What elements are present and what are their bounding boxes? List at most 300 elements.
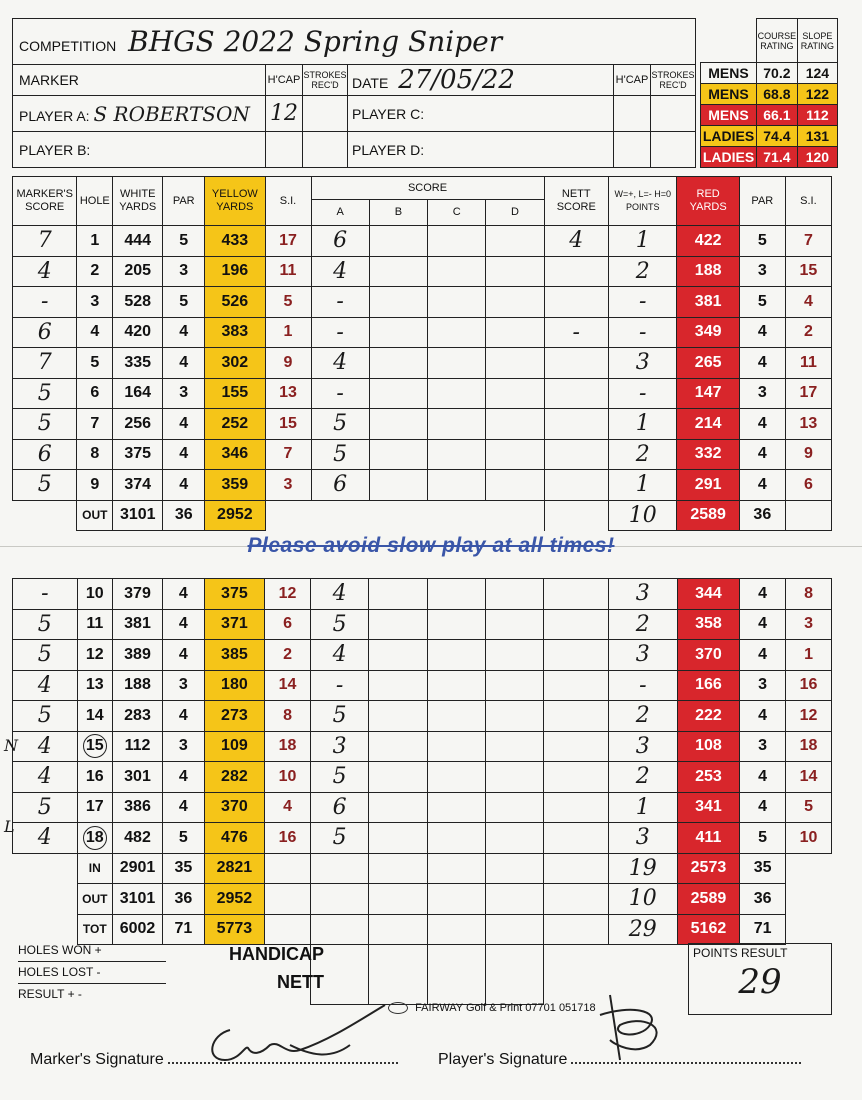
nett-cell[interactable]: [544, 348, 608, 379]
red-si-cell: 12: [786, 701, 832, 732]
score-b-cell[interactable]: [369, 226, 427, 257]
markers-score-cell[interactable]: 5: [13, 470, 77, 501]
holes-summary: [18, 940, 166, 1005]
yellow-yards-cell: 252: [205, 409, 265, 440]
points-cell[interactable]: 3: [608, 640, 677, 671]
hole-cell: 13: [77, 670, 112, 701]
markers-score-cell[interactable]: 5: [13, 640, 78, 671]
white-yards-cell: 374: [113, 470, 163, 501]
score-d-cell[interactable]: [486, 287, 544, 318]
si-cell: 5: [265, 287, 311, 318]
result: RESULT + -: [18, 987, 82, 1001]
si-cell: 1: [265, 317, 311, 348]
points-cell[interactable]: 3: [608, 823, 677, 854]
col-points: W=+, L=- H=0 POINTS: [608, 177, 677, 226]
red-yards-cell: 188: [677, 256, 739, 287]
col-d: D: [510, 206, 519, 218]
rating-slope-mens-red: 112: [797, 105, 837, 126]
totals-d[interactable]: [485, 914, 543, 945]
score-b-cell[interactable]: [369, 287, 427, 318]
score-b-cell[interactable]: [369, 640, 427, 671]
player-d-hcap[interactable]: [614, 132, 651, 168]
totals-c[interactable]: [427, 853, 485, 884]
rating-course-mens-white: 70.2: [756, 63, 797, 84]
red-yards-cell: 411: [677, 823, 740, 854]
hole-cell: 3: [77, 287, 113, 318]
totals-red: 2573: [677, 853, 740, 884]
hcap-d[interactable]: [485, 945, 543, 1005]
nett-cell[interactable]: [544, 701, 609, 732]
totals-nett[interactable]: [544, 884, 609, 915]
white-yards-cell: 188: [113, 670, 163, 701]
points-cell[interactable]: -: [608, 670, 677, 701]
score-d-cell[interactable]: [485, 640, 543, 671]
red-par-cell: 4: [739, 470, 785, 501]
red-yards-cell: 370: [677, 640, 740, 671]
score-d-cell[interactable]: [486, 409, 544, 440]
score-c-cell[interactable]: [427, 731, 485, 762]
red-si-cell: 9: [785, 439, 831, 470]
col-nett: NETT SCORE: [544, 177, 608, 226]
points-cell[interactable]: -: [608, 287, 677, 318]
col-markers-score: MARKER'S SCORE: [13, 177, 77, 226]
totals-par: 36: [163, 884, 205, 915]
score-b-cell[interactable]: [369, 762, 427, 793]
markers-score-cell[interactable]: 7: [13, 348, 77, 379]
circled-hole: 15: [83, 734, 107, 758]
points-cell[interactable]: 1: [608, 226, 677, 257]
score-c-cell[interactable]: [427, 670, 485, 701]
score-b-cell[interactable]: [369, 579, 427, 610]
totals-par: 71: [163, 914, 205, 945]
score-c-cell[interactable]: [428, 317, 486, 348]
nett-cell[interactable]: [544, 762, 609, 793]
hole-cell: [77, 823, 112, 854]
score-c-cell[interactable]: [428, 348, 486, 379]
red-par-cell: 4: [740, 701, 786, 732]
score-d-cell[interactable]: [486, 348, 544, 379]
si-cell: 16: [265, 823, 311, 854]
totals-d[interactable]: [485, 853, 543, 884]
col-hole: HOLE: [77, 177, 113, 226]
score-d-cell[interactable]: [485, 609, 543, 640]
points-cell[interactable]: -: [608, 378, 677, 409]
score-c-cell[interactable]: [428, 378, 486, 409]
score-a-cell[interactable]: 6: [311, 226, 369, 257]
score-a-cell[interactable]: 5: [310, 823, 368, 854]
score-c-cell[interactable]: [428, 439, 486, 470]
score-b-cell[interactable]: [369, 348, 427, 379]
par-cell: 3: [163, 256, 205, 287]
red-si-cell: 11: [785, 348, 831, 379]
score-a-cell[interactable]: 5: [310, 762, 368, 793]
competition-label: COMPETITION: [19, 38, 117, 54]
score-b-cell[interactable]: [369, 317, 427, 348]
totals-b[interactable]: [369, 853, 427, 884]
points-cell[interactable]: 3: [608, 579, 677, 610]
score-a-cell[interactable]: -: [311, 287, 369, 318]
si-cell: 18: [265, 731, 311, 762]
col-par: PAR: [163, 177, 205, 226]
red-par-cell: 3: [740, 731, 786, 762]
si-cell: 7: [265, 439, 311, 470]
totals-a[interactable]: [310, 853, 368, 884]
table-row: [13, 226, 832, 257]
marker-cell[interactable]: [13, 65, 266, 96]
markers-score-cell[interactable]: -: [13, 579, 78, 610]
hole-cell: 14: [77, 701, 112, 732]
yellow-yards-cell: 375: [204, 579, 264, 610]
player-d-cell[interactable]: [348, 132, 614, 168]
totals-d[interactable]: [485, 884, 543, 915]
score-a-cell[interactable]: 4: [311, 256, 369, 287]
totals-row: [13, 853, 832, 884]
points-cell[interactable]: 2: [608, 609, 677, 640]
yellow-yards-cell: 476: [204, 823, 264, 854]
score-c-cell[interactable]: [428, 409, 486, 440]
nett-cell[interactable]: [544, 470, 608, 501]
totals-si: [265, 853, 311, 884]
out-points: 10: [608, 500, 677, 531]
par-cell: 4: [163, 640, 205, 671]
totals-b[interactable]: [369, 914, 427, 945]
player-a-hcap: 12: [266, 96, 303, 132]
points-cell[interactable]: 3: [608, 348, 677, 379]
score-d-cell[interactable]: [486, 470, 544, 501]
score-c-cell[interactable]: [427, 640, 485, 671]
col-si: S.I.: [265, 177, 311, 226]
player-c-strokes[interactable]: [651, 96, 696, 132]
score-a-cell[interactable]: 4: [311, 348, 369, 379]
slope-rating-header: SLOPE RATING: [797, 19, 837, 63]
score-d-cell[interactable]: [486, 317, 544, 348]
nett-cell[interactable]: [544, 823, 609, 854]
markers-score-cell[interactable]: 4: [13, 256, 77, 287]
totals-nett[interactable]: [544, 914, 609, 945]
red-par-cell: 4: [740, 792, 786, 823]
rating-slope-ladies-yellow: 131: [797, 126, 837, 147]
margin-note-18-text: L: [4, 817, 15, 836]
nett-cell[interactable]: [544, 670, 609, 701]
white-yards-cell: 375: [113, 439, 163, 470]
score-b-cell[interactable]: [369, 409, 427, 440]
totals-b[interactable]: [369, 884, 427, 915]
score-a-cell[interactable]: -: [311, 317, 369, 348]
score-d-cell[interactable]: [486, 256, 544, 287]
red-par-cell: 5: [739, 287, 785, 318]
score-d-cell[interactable]: [485, 731, 543, 762]
totals-white: 2901: [113, 853, 163, 884]
par-cell: 3: [163, 731, 205, 762]
date-value: 27/05/22: [398, 65, 515, 95]
si-cell: 13: [265, 378, 311, 409]
totals-red-si: [786, 884, 832, 915]
totals-red-si: [786, 853, 832, 884]
yellow-yards-cell: 385: [204, 640, 264, 671]
marker-label: MARKER: [19, 72, 79, 88]
hole-cell: 4: [77, 317, 113, 348]
nett-cell[interactable]: [544, 409, 608, 440]
hcap-b[interactable]: [369, 945, 427, 1005]
red-yards-cell: 381: [677, 287, 739, 318]
score-a-cell[interactable]: -: [311, 378, 369, 409]
totals-white: 3101: [113, 884, 163, 915]
white-yards-cell: 386: [113, 792, 163, 823]
marker-signature-label: Marker's Signature: [30, 1051, 164, 1068]
white-yards-cell: 420: [113, 317, 163, 348]
par-cell: 4: [163, 762, 205, 793]
front-nine-table: [12, 176, 832, 531]
score-b-cell[interactable]: [369, 792, 427, 823]
markers-score-cell[interactable]: 6: [13, 317, 77, 348]
player-c-cell[interactable]: [348, 96, 614, 132]
score-a-cell[interactable]: -: [310, 670, 368, 701]
nett-cell[interactable]: [544, 378, 608, 409]
nett-cell[interactable]: [544, 439, 608, 470]
table-row: [13, 762, 832, 793]
points-cell[interactable]: 2: [608, 256, 677, 287]
markers-score-cell[interactable]: 4: [13, 731, 78, 762]
nett-cell[interactable]: [544, 609, 609, 640]
white-yards-cell: 112: [113, 731, 163, 762]
red-yards-cell: 332: [677, 439, 739, 470]
col-white: WHITE YARDS: [113, 177, 163, 226]
totals-red: 5162: [677, 914, 740, 945]
totals-c[interactable]: [427, 914, 485, 945]
score-d-cell[interactable]: [485, 792, 543, 823]
player-a-value: S ROBERTSON: [93, 101, 250, 126]
red-yards-cell: 349: [677, 317, 739, 348]
red-par-cell: 4: [740, 640, 786, 671]
red-yards-cell: 147: [677, 378, 739, 409]
totals-yellow: 2952: [204, 884, 264, 915]
red-si-cell: 16: [786, 670, 832, 701]
nett-cell[interactable]: [544, 792, 609, 823]
points-cell[interactable]: 2: [608, 701, 677, 732]
markers-score-cell[interactable]: 5: [13, 409, 77, 440]
markers-score-cell[interactable]: -: [13, 287, 77, 318]
totals-red: 2589: [677, 884, 740, 915]
par-cell: 4: [163, 317, 205, 348]
table-row: [13, 792, 832, 823]
player-b-strokes[interactable]: [303, 132, 348, 168]
si-cell: 12: [265, 579, 311, 610]
markers-score-cell[interactable]: 5: [13, 609, 78, 640]
totals-nett[interactable]: [544, 853, 609, 884]
strokes-header: STROKES REC'D: [303, 65, 348, 96]
yellow-yards-cell: 302: [205, 348, 265, 379]
score-b-cell[interactable]: [369, 470, 427, 501]
score-a-cell[interactable]: 5: [310, 609, 368, 640]
red-par-cell: 4: [739, 409, 785, 440]
red-yards-cell: 166: [677, 670, 740, 701]
red-yards-cell: 253: [677, 762, 740, 793]
white-yards-cell: 482: [113, 823, 163, 854]
score-d-cell[interactable]: [485, 579, 543, 610]
totals-points[interactable]: 19: [608, 853, 677, 884]
points-cell[interactable]: 1: [608, 792, 677, 823]
out-par: 36: [163, 500, 205, 531]
markers-score-cell[interactable]: 5: [13, 701, 78, 732]
table-row: [13, 317, 832, 348]
score-c-cell[interactable]: [427, 792, 485, 823]
score-a-cell[interactable]: 6: [310, 792, 368, 823]
score-b-cell[interactable]: [369, 439, 427, 470]
player-b-cell[interactable]: [13, 132, 266, 168]
points-result-value: 29: [738, 962, 782, 1002]
score-a-cell[interactable]: 5: [310, 701, 368, 732]
player-a-strokes[interactable]: [303, 96, 348, 132]
yellow-yards-cell: 383: [205, 317, 265, 348]
points-result-box[interactable]: [688, 943, 832, 1015]
score-c-cell[interactable]: [427, 579, 485, 610]
score-d-cell[interactable]: [485, 823, 543, 854]
score-c-cell[interactable]: [427, 609, 485, 640]
score-c-cell[interactable]: [427, 701, 485, 732]
score-a-cell[interactable]: 3: [310, 731, 368, 762]
nett-cell[interactable]: [544, 256, 608, 287]
markers-score-cell[interactable]: 4: [13, 823, 78, 854]
table-row: [13, 579, 832, 610]
points-cell[interactable]: 3: [608, 731, 677, 762]
table-row: [13, 287, 832, 318]
score-d-cell[interactable]: [486, 226, 544, 257]
out-red: 2589: [677, 500, 739, 531]
white-yards-cell: 164: [113, 378, 163, 409]
margin-note-15: [4, 736, 18, 756]
score-b-cell[interactable]: [369, 670, 427, 701]
par-cell: 4: [163, 439, 205, 470]
totals-points[interactable]: 29: [608, 914, 677, 945]
red-par-cell: 4: [740, 579, 786, 610]
markers-score-cell[interactable]: 5: [13, 378, 77, 409]
points-cell[interactable]: -: [608, 317, 677, 348]
strokes-header-2: STROKES REC'D: [651, 65, 696, 96]
score-a-cell[interactable]: 4: [310, 579, 368, 610]
points-cell[interactable]: 2: [608, 439, 677, 470]
si-cell: 9: [265, 348, 311, 379]
score-a-cell[interactable]: 5: [311, 409, 369, 440]
hcap-c[interactable]: [427, 945, 485, 1005]
markers-score-cell[interactable]: 4: [13, 670, 78, 701]
score-d-cell[interactable]: [485, 670, 543, 701]
red-yards-cell: 291: [677, 470, 739, 501]
par-cell: 4: [163, 348, 205, 379]
markers-score-cell[interactable]: 7: [13, 226, 77, 257]
markers-score-cell[interactable]: 4: [13, 762, 78, 793]
score-c-cell[interactable]: [427, 823, 485, 854]
totals-red-si: [786, 914, 832, 945]
totals-points[interactable]: 10: [608, 884, 677, 915]
nett-cell[interactable]: 4: [544, 226, 608, 257]
par-cell: 3: [163, 670, 205, 701]
par-cell: 5: [163, 287, 205, 318]
blank-cell: [13, 884, 78, 915]
totals-a[interactable]: [310, 884, 368, 915]
nett-cell[interactable]: [544, 579, 609, 610]
table-row: [13, 609, 832, 640]
date-cell[interactable]: [348, 65, 614, 96]
par-cell: 3: [163, 378, 205, 409]
markers-score-cell[interactable]: 6: [13, 439, 77, 470]
yellow-yards-cell: 155: [205, 378, 265, 409]
header-box: [12, 18, 696, 168]
score-c-cell[interactable]: [428, 287, 486, 318]
points-cell[interactable]: 1: [608, 470, 677, 501]
totals-row: [13, 884, 832, 915]
nett-cell[interactable]: [544, 640, 609, 671]
red-si-cell: 14: [786, 762, 832, 793]
red-si-cell: 1: [786, 640, 832, 671]
nett-cell[interactable]: [544, 287, 608, 318]
nett-cell[interactable]: -: [544, 317, 608, 348]
score-c-cell[interactable]: [428, 226, 486, 257]
par-cell: 5: [163, 823, 205, 854]
player-d-strokes[interactable]: [651, 132, 696, 168]
score-b-cell[interactable]: [369, 378, 427, 409]
score-c-cell[interactable]: [428, 470, 486, 501]
table-row: [13, 731, 832, 762]
yellow-yards-cell: 196: [205, 256, 265, 287]
red-si-cell: 6: [785, 470, 831, 501]
score-d-cell[interactable]: [485, 701, 543, 732]
totals-c[interactable]: [427, 884, 485, 915]
hole-cell: 7: [77, 409, 113, 440]
score-b-cell[interactable]: [369, 256, 427, 287]
score-c-cell[interactable]: [427, 762, 485, 793]
score-b-cell[interactable]: [369, 731, 427, 762]
player-a-cell[interactable]: [13, 96, 266, 132]
competition-value: BHGS 2022 Spring Sniper: [128, 25, 503, 58]
col-par-red: PAR: [739, 177, 785, 226]
player-c-hcap[interactable]: [614, 96, 651, 132]
points-cell[interactable]: 1: [608, 409, 677, 440]
yellow-yards-cell: 526: [205, 287, 265, 318]
red-yards-cell: 422: [677, 226, 739, 257]
score-b-cell[interactable]: [369, 701, 427, 732]
nett-cell[interactable]: [544, 731, 609, 762]
table-row: [13, 378, 832, 409]
white-yards-cell: 283: [113, 701, 163, 732]
score-d-cell[interactable]: [486, 439, 544, 470]
white-yards-cell: 379: [113, 579, 163, 610]
competition-cell[interactable]: [13, 19, 696, 65]
player-a-label: PLAYER A:: [19, 107, 90, 124]
rating-label-mens-white: MENS: [701, 63, 757, 84]
score-a-cell[interactable]: 4: [310, 640, 368, 671]
points-result-label: POINTS RESULT: [693, 946, 788, 960]
score-d-cell[interactable]: [485, 762, 543, 793]
white-yards-cell: 335: [113, 348, 163, 379]
rating-slope-mens-white: 124: [797, 63, 837, 84]
points-cell[interactable]: 2: [608, 762, 677, 793]
hole-cell: 1: [77, 226, 113, 257]
score-a-cell[interactable]: 5: [311, 439, 369, 470]
score-d-cell[interactable]: [486, 378, 544, 409]
score-b-cell[interactable]: [369, 609, 427, 640]
red-yards-cell: 214: [677, 409, 739, 440]
markers-score-cell[interactable]: 5: [13, 792, 78, 823]
score-b-cell[interactable]: [369, 823, 427, 854]
par-cell: 4: [163, 409, 205, 440]
red-si-cell: 10: [786, 823, 832, 854]
red-par-cell: 4: [739, 317, 785, 348]
score-c-cell[interactable]: [428, 256, 486, 287]
red-par-cell: 3: [739, 378, 785, 409]
score-a-cell[interactable]: 6: [311, 470, 369, 501]
player-b-hcap[interactable]: [266, 132, 303, 168]
out-yellow: 2952: [205, 500, 265, 531]
